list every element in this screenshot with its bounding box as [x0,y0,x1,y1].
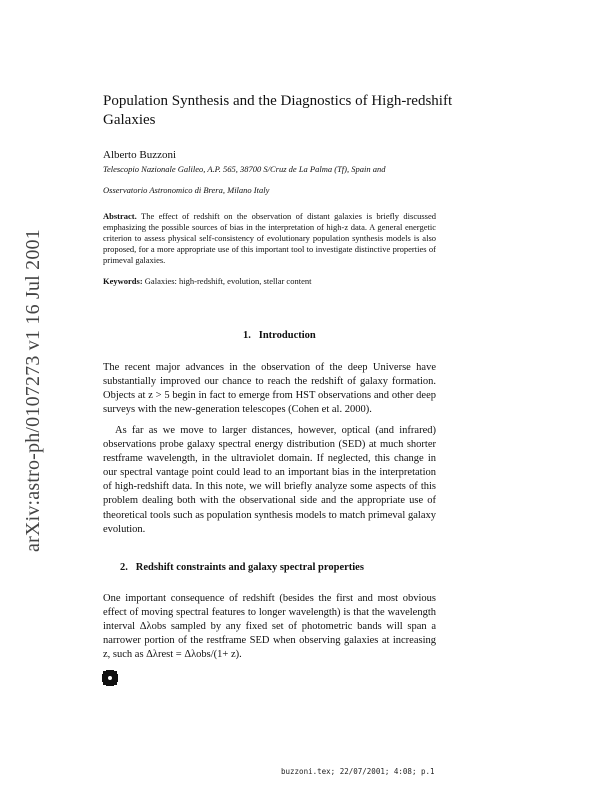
affiliation-1: Telescopio Nazionale Galileo, A.P. 565, 38700 S/Cruz de La Palma (Tf), Spain and [103,164,386,174]
paper-title: Population Synthesis and the Diagnostics of High-redshift Galaxies [103,93,453,128]
redshift-paragraph-1: One important consequence of redshift (besides the first and most obvious effect of moving spectral features to longer wavelength) is that the wavelength interval Δλobs sampled by any fixed set of photometric bands will span a narrower portion of the restframe SED when observing galaxies at increasing z, such as Δλrest = Δλobs/(1+ z). [103,593,436,661]
keywords-label: Keywords: [103,276,143,286]
affiliation-2: Osservatorio Astronomico di Brera, Milano Italy [103,185,270,195]
keywords-block [103,276,436,286]
abstract-label: Abstract. [103,211,137,221]
abstract-text: The effect of redshift on the observation of distant galaxies is briefly discussed emphasizing the possible sources of bias in the interpretation of high-z data. A general energetic criterion to assess physical self-consistency of evolutionary population synthesis models is also proposed, for a more appropriate use of this important tool to investigate distinctive properties of primeval galaxies. [103,211,436,266]
intro-paragraph-1: The recent major advances in the observation of the deep Universe have substantially improved our chance to reach the redshift of galaxy formation. Objects at z > 5 begin in fact to emerge from HST observations and other deep surveys with the new-generation telescopes (Cohen et al. 2000). [103,362,436,416]
abstract-block [103,211,436,266]
reference-glyph-icon [100,668,120,688]
intro-paragraph-2: As far as we move to larger distances, however, optical (and infrared) observations probe galaxy spectral energy distribution (SED) at much shorter restframe wavelength, in the ultraviolet domain. If neglected, this change in our spectral vantage point could lead to an important bias in the interpretation of high-redshift data. In this note, we will briefly analyze some aspects of this problem dealing both with the observational side and the appropriate use of theoretical tools such as population synthesis models to match primeval galaxy evolution. [103,425,436,535]
section-heading-redshift: 2. Redshift constraints and galaxy spectral properties [120,562,364,573]
keywords-text: Galaxies: high-redshift, evolution, stellar content [144,276,312,286]
author-name: Alberto Buzzoni [103,149,177,161]
page-footer: buzzoni.tex; 22/07/2001; 4:08; p.1 [281,767,435,776]
arxiv-identifier: arXiv:astro-ph/0107273 v1 16 Jul 2001 [22,229,44,552]
section-heading-introduction: 1. Introduction [243,330,316,341]
